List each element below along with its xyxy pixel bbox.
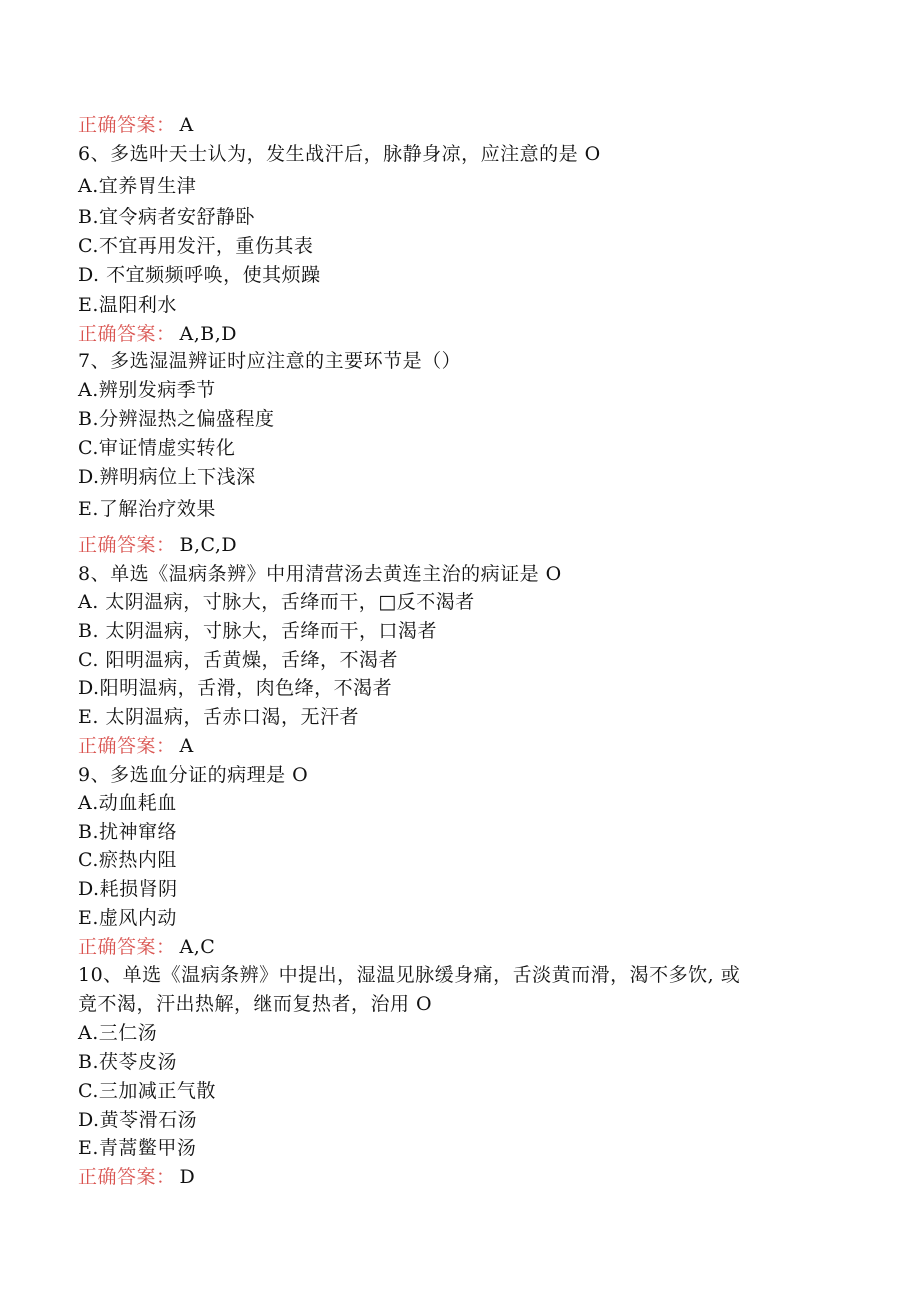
- question-option: C.审证情虚实转化: [78, 437, 236, 459]
- question-stem: 8、单选《温病条辨》中用清营汤去黄连主治的病证是 O: [78, 563, 562, 585]
- answer-label: 正确答案：: [78, 936, 176, 958]
- question-option: A.宜养胃生津: [78, 175, 197, 197]
- question-stem: 6、多选叶天士认为，发生战汗后，脉静身凉，应注意的是 O: [78, 143, 601, 165]
- answer-line: [78, 734, 194, 758]
- answer-line: [78, 1165, 195, 1189]
- answer-label: 正确答案：: [78, 114, 176, 136]
- answer-value: B,C,D: [179, 534, 238, 556]
- answer-label: 正确答案：: [78, 323, 176, 345]
- question-option: A.辨别发病季节: [78, 379, 216, 401]
- question-option: A.三仁汤: [78, 1022, 158, 1044]
- question-option: D.耗损肾阴: [78, 878, 178, 900]
- question-option: C. 阳明温病，舌黄燥，舌绛，不渴者: [78, 649, 398, 671]
- answer-label: 正确答案：: [78, 1166, 176, 1188]
- answer-value: A,B,D: [179, 323, 238, 345]
- answer-value: A,C: [179, 936, 216, 958]
- question-option: E. 太阴温病，舌赤口渴，无汗者: [78, 706, 359, 728]
- question-option: B.茯苓皮汤: [78, 1051, 178, 1073]
- answer-line: [78, 322, 237, 346]
- question-option: D.阳明温病，舌滑，肉色绛，不渴者: [78, 677, 393, 699]
- question-option: A. 太阴温病，寸脉大，舌绛而干，□反不渴者: [78, 591, 475, 613]
- question-option: B.宜令病者安舒静卧: [78, 206, 256, 228]
- question-option: E.温阳利水: [78, 294, 177, 316]
- question-option: E.虚风内动: [78, 907, 177, 929]
- question-option: C.三加减正气散: [78, 1080, 216, 1102]
- answer-label: 正确答案：: [78, 534, 176, 556]
- question-option: B.扰神窜络: [78, 821, 178, 843]
- question-option: A.动血耗血: [78, 792, 177, 814]
- question-stem: 7、多选湿温辨证时应注意的主要环节是（）: [78, 350, 462, 372]
- answer-value: A: [179, 114, 194, 136]
- answer-value: D: [179, 1166, 196, 1188]
- question-option: D.黄苓滑石汤: [78, 1109, 198, 1131]
- question-option: C.不宜再用发汗，重伤其表: [78, 235, 314, 257]
- question-option: C.瘀热内阻: [78, 849, 177, 871]
- question-stem: 10、单选《温病条辨》中提出，湿温见脉缓身痛，舌淡黄而滑，渴不多饮, 或: [78, 964, 741, 986]
- question-option: D.辨明病位上下浅深: [78, 466, 256, 488]
- question-option: D. 不宜频频呼唤，使其烦躁: [78, 264, 321, 286]
- answer-line: [78, 113, 194, 137]
- question-option: B.分辨湿热之偏盛程度: [78, 408, 275, 430]
- answer-line: [78, 935, 215, 959]
- answer-value: A: [179, 735, 194, 757]
- answer-label: 正确答案：: [78, 735, 176, 757]
- question-stem: 9、多选血分证的病理是 O: [78, 764, 309, 786]
- answer-line: [78, 533, 237, 557]
- question-stem-continued: 竟不渴，汗出热解，继而复热者，治用 O: [78, 993, 433, 1015]
- question-option: E.了解治疗效果: [78, 498, 216, 520]
- question-option: E.青蒿鳖甲汤: [78, 1137, 197, 1159]
- question-option: B. 太阴温病，寸脉大，舌绛而干，口渴者: [78, 620, 438, 642]
